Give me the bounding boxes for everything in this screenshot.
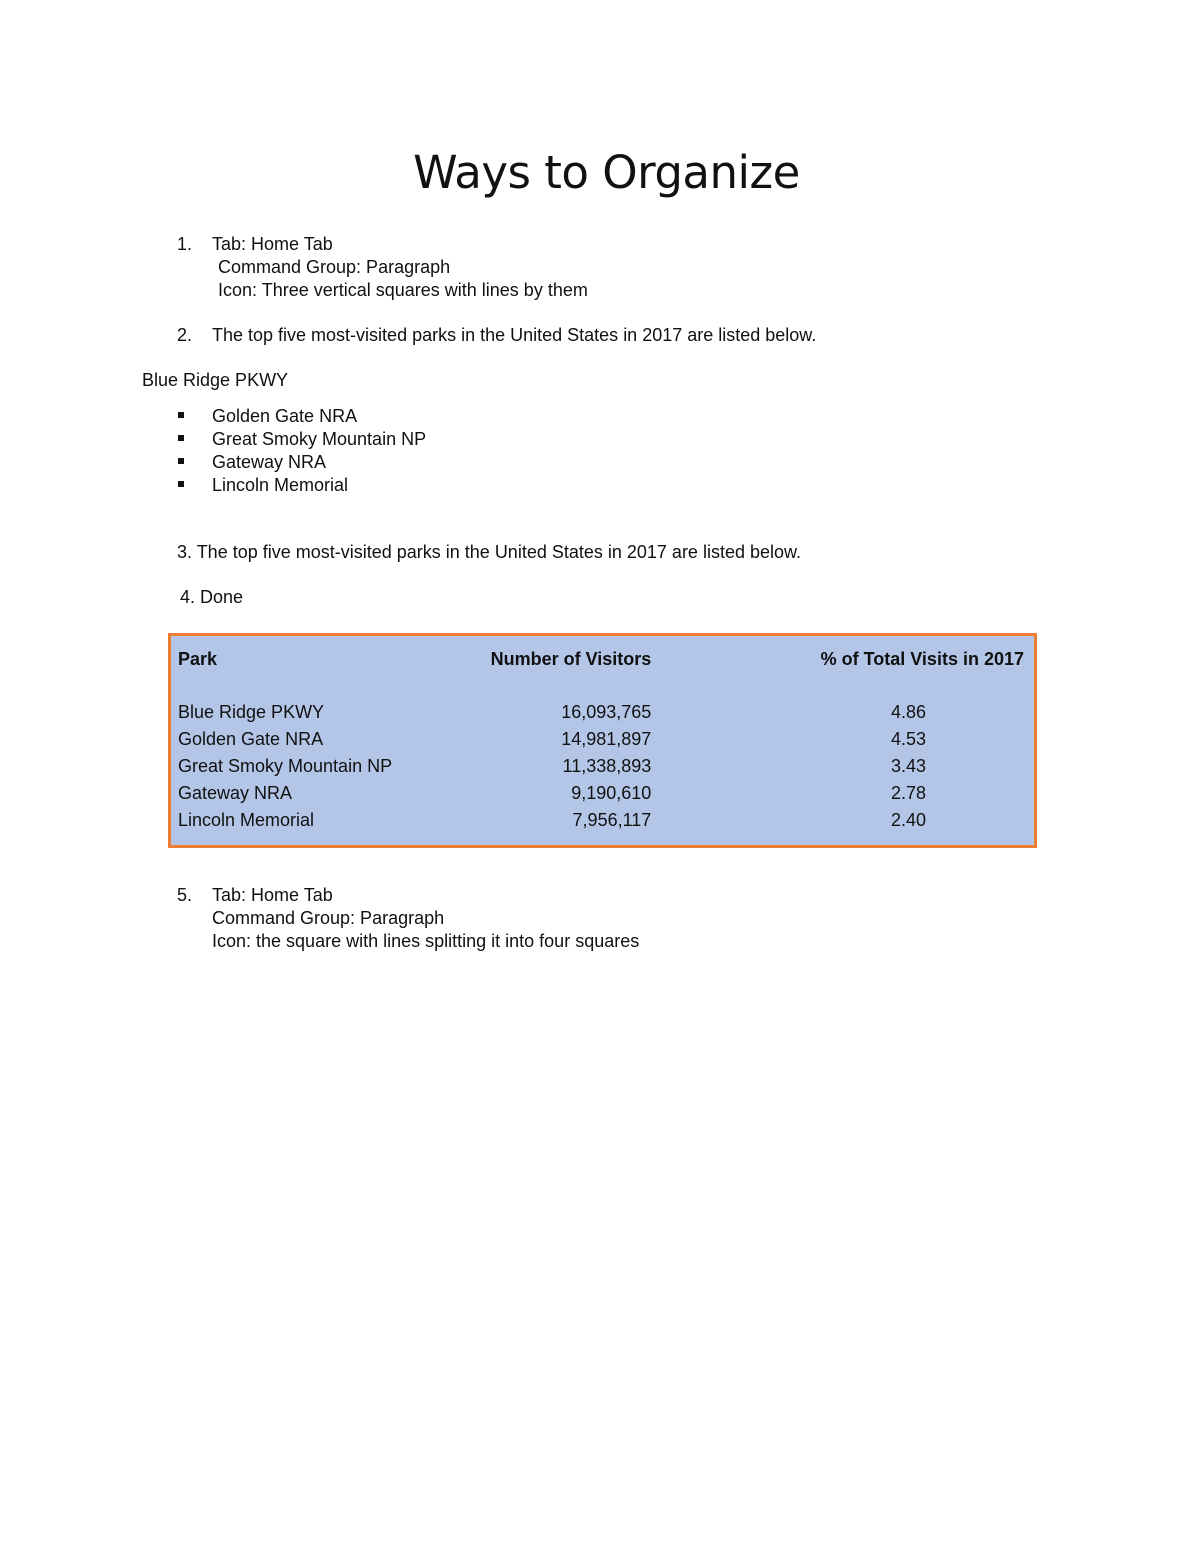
cell-park: Gateway NRA: [178, 783, 293, 803]
item5-tab-text: Tab: Home Tab: [212, 885, 333, 905]
item5-group-text: Command Group: Paragraph: [212, 908, 445, 928]
cell-percent: 4.53: [890, 729, 926, 749]
cell-park: Golden Gate NRA: [178, 729, 324, 749]
bullet-square-icon: [178, 412, 184, 418]
list-number-1: 1.: [177, 234, 193, 254]
item2-text: The top five most-visited parks in the United States in 2017 are listed below.: [212, 325, 817, 345]
item3-text: 3. The top five most-visited parks in the United States in 2017 are listed below.: [177, 542, 802, 562]
cell-visitors: 11,338,893: [562, 756, 652, 776]
header-percent: % of Total Visits in 2017: [820, 649, 1024, 669]
bullet-item: Gateway NRA: [212, 452, 327, 472]
item5-icon-text: Icon: the square with lines splitting it into four squares: [212, 931, 640, 951]
cell-visitors: 9,190,610: [571, 783, 652, 803]
table-row: [178, 753, 1024, 780]
cell-park: Lincoln Memorial: [178, 810, 315, 830]
parks-table: [178, 646, 1024, 834]
list-number-2: 2.: [177, 325, 193, 345]
bullet-item: Lincoln Memorial: [212, 475, 349, 495]
item4-text: 4. Done: [180, 587, 244, 607]
page-title: Ways to Organize: [413, 146, 800, 199]
cell-percent: 3.43: [890, 756, 926, 776]
bullet-square-icon: [178, 481, 184, 487]
cell-percent: 2.40: [890, 810, 926, 830]
park-heading: Blue Ridge PKWY: [142, 370, 289, 390]
item1-icon-text: Icon: Three vertical squares with lines by them: [218, 280, 588, 300]
table-row: [178, 726, 1024, 753]
cell-percent: 2.78: [890, 783, 926, 803]
cell-park: Great Smoky Mountain NP: [178, 756, 393, 776]
bullet-item: Golden Gate NRA: [212, 406, 358, 426]
table-row: [178, 699, 1024, 726]
cell-park: Blue Ridge PKWY: [178, 702, 325, 722]
cell-visitors: 16,093,765: [561, 702, 652, 722]
cell-percent: 4.86: [890, 702, 926, 722]
bullet-square-icon: [178, 458, 184, 464]
table-row: [178, 807, 1024, 834]
header-visitors: Number of Visitors: [490, 649, 652, 669]
cell-visitors: 7,956,117: [572, 810, 652, 830]
parks-table-box: [168, 633, 1037, 848]
table-spacer-row: [178, 673, 1024, 699]
cell-visitors: 14,981,897: [561, 729, 652, 749]
table-row: [178, 780, 1024, 807]
bullet-square-icon: [178, 435, 184, 441]
bullet-item: Great Smoky Mountain NP: [212, 429, 427, 449]
header-park: Park: [178, 649, 218, 669]
item1-tab-text: Tab: Home Tab: [212, 234, 333, 254]
item1-group-text: Command Group: Paragraph: [218, 257, 451, 277]
list-number-5: 5.: [177, 885, 193, 905]
